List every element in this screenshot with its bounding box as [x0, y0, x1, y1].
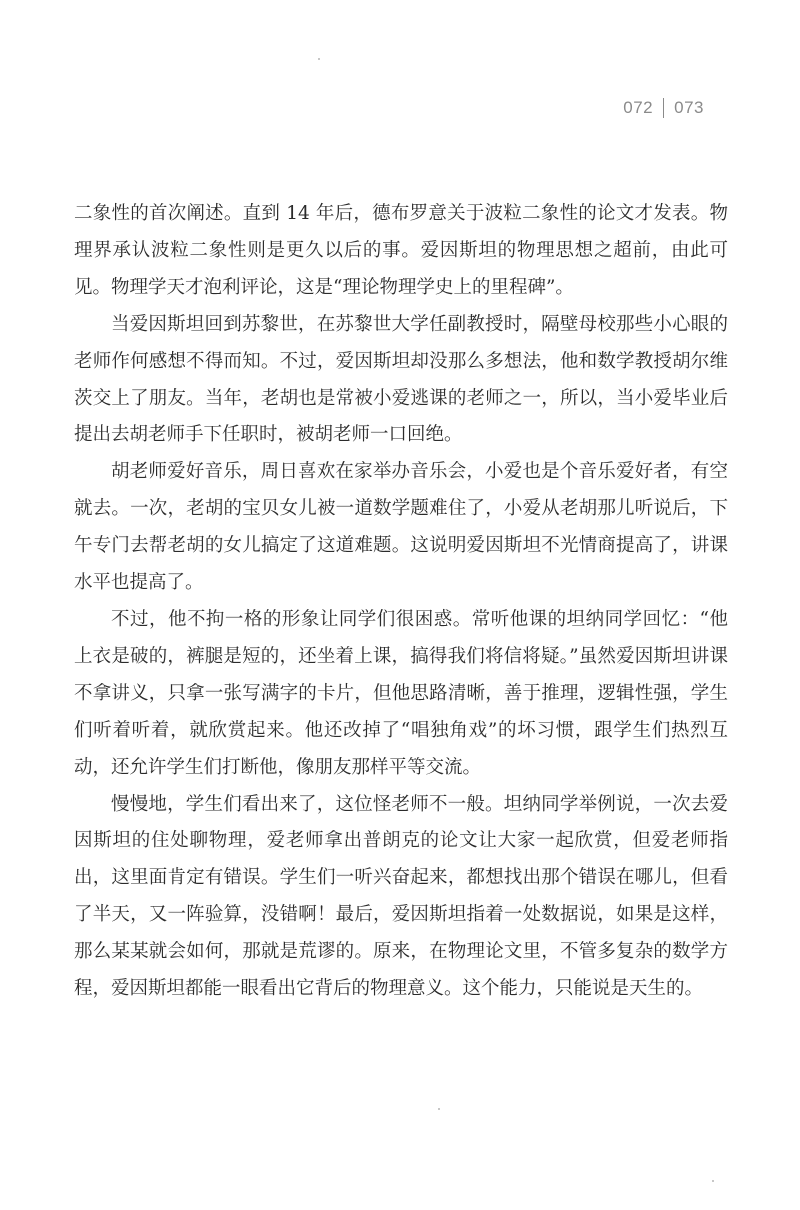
paragraph-music: 胡老师爱好音乐，周日喜欢在家举办音乐会，小爱也是个音乐爱好者，有空就去。一次，老胡的宝贝女儿被一道数学题难住了，小爱从老胡那儿听说后，下午专门去帮老胡的女儿搞定了这道难题。这说明爱因斯坦不光情商提高了，讲课水平也提高了。	[74, 461, 728, 594]
scan-speck	[712, 1180, 714, 1182]
paragraph-planck-paper: 慢慢地，学生们看出来了，这位怪老师不一般。坦纳同学举例说，一次去爱因斯坦的住处聊物理，爱老师拿出普朗克的论文让大家一起欣赏，但爱老师指出，这里面肯定有错误。学生们一听兴奋起来，都想找出那个错误在哪儿，但看了半天，又一阵验算，没错啊！最后，爱因斯坦指着一处数据说，如果是这样，那么某某就会如何，那就是荒谬的。原来，在物理论文里，不管多复杂的数学方程，爱因斯坦都能一眼看出它背后的物理意义。这个能力，只能说是天生的。	[74, 793, 728, 1000]
scan-speck	[438, 1108, 440, 1110]
paragraph-continued: 二象性的首次阐述。直到 14 年后，德布罗意关于波粒二象性的论文才发表。物理界承认波粒二象性则是更久以后的事。爱因斯坦的物理思想之超前，由此可见。物理学天才泡利评论，这是“理论物理学史上的里程碑”。	[74, 203, 728, 298]
paragraph-teaching-style: 不过，他不拘一格的形象让同学们很困惑。常听他课的坦纳同学回忆：“他上衣是破的，裤腿是短的，还坐着上课，搞得我们将信将疑。”虽然爱因斯坦讲课不拿讲义，只拿一张写满字的卡片，但他思路清晰，善于推理，逻辑性强，学生们听着听着，就欣赏起来。他还改掉了“唱独角戏”的坏习惯，跟学生们热烈互动，还允许学生们打断他，像朋友那样平等交流。	[74, 608, 728, 778]
page-number-left: 072	[623, 98, 654, 117]
paragraph-zurich-return: 当爱因斯坦回到苏黎世，在苏黎世大学任副教授时，隔壁母校那些小心眼的老师作何感想不得而知。不过，爱因斯坦却没那么多想法，他和数学教授胡尔维茨交上了朋友。当年，老胡也是常被小爱逃课的老师之一，所以，当小爱毕业后提出去胡老师手下任职时，被胡老师一口回绝。	[74, 313, 728, 446]
body-text	[74, 196, 728, 1008]
page-number-divider	[663, 98, 664, 118]
scan-speck	[318, 58, 320, 60]
page-numbers	[623, 98, 704, 118]
page-number-right: 073	[674, 98, 704, 117]
